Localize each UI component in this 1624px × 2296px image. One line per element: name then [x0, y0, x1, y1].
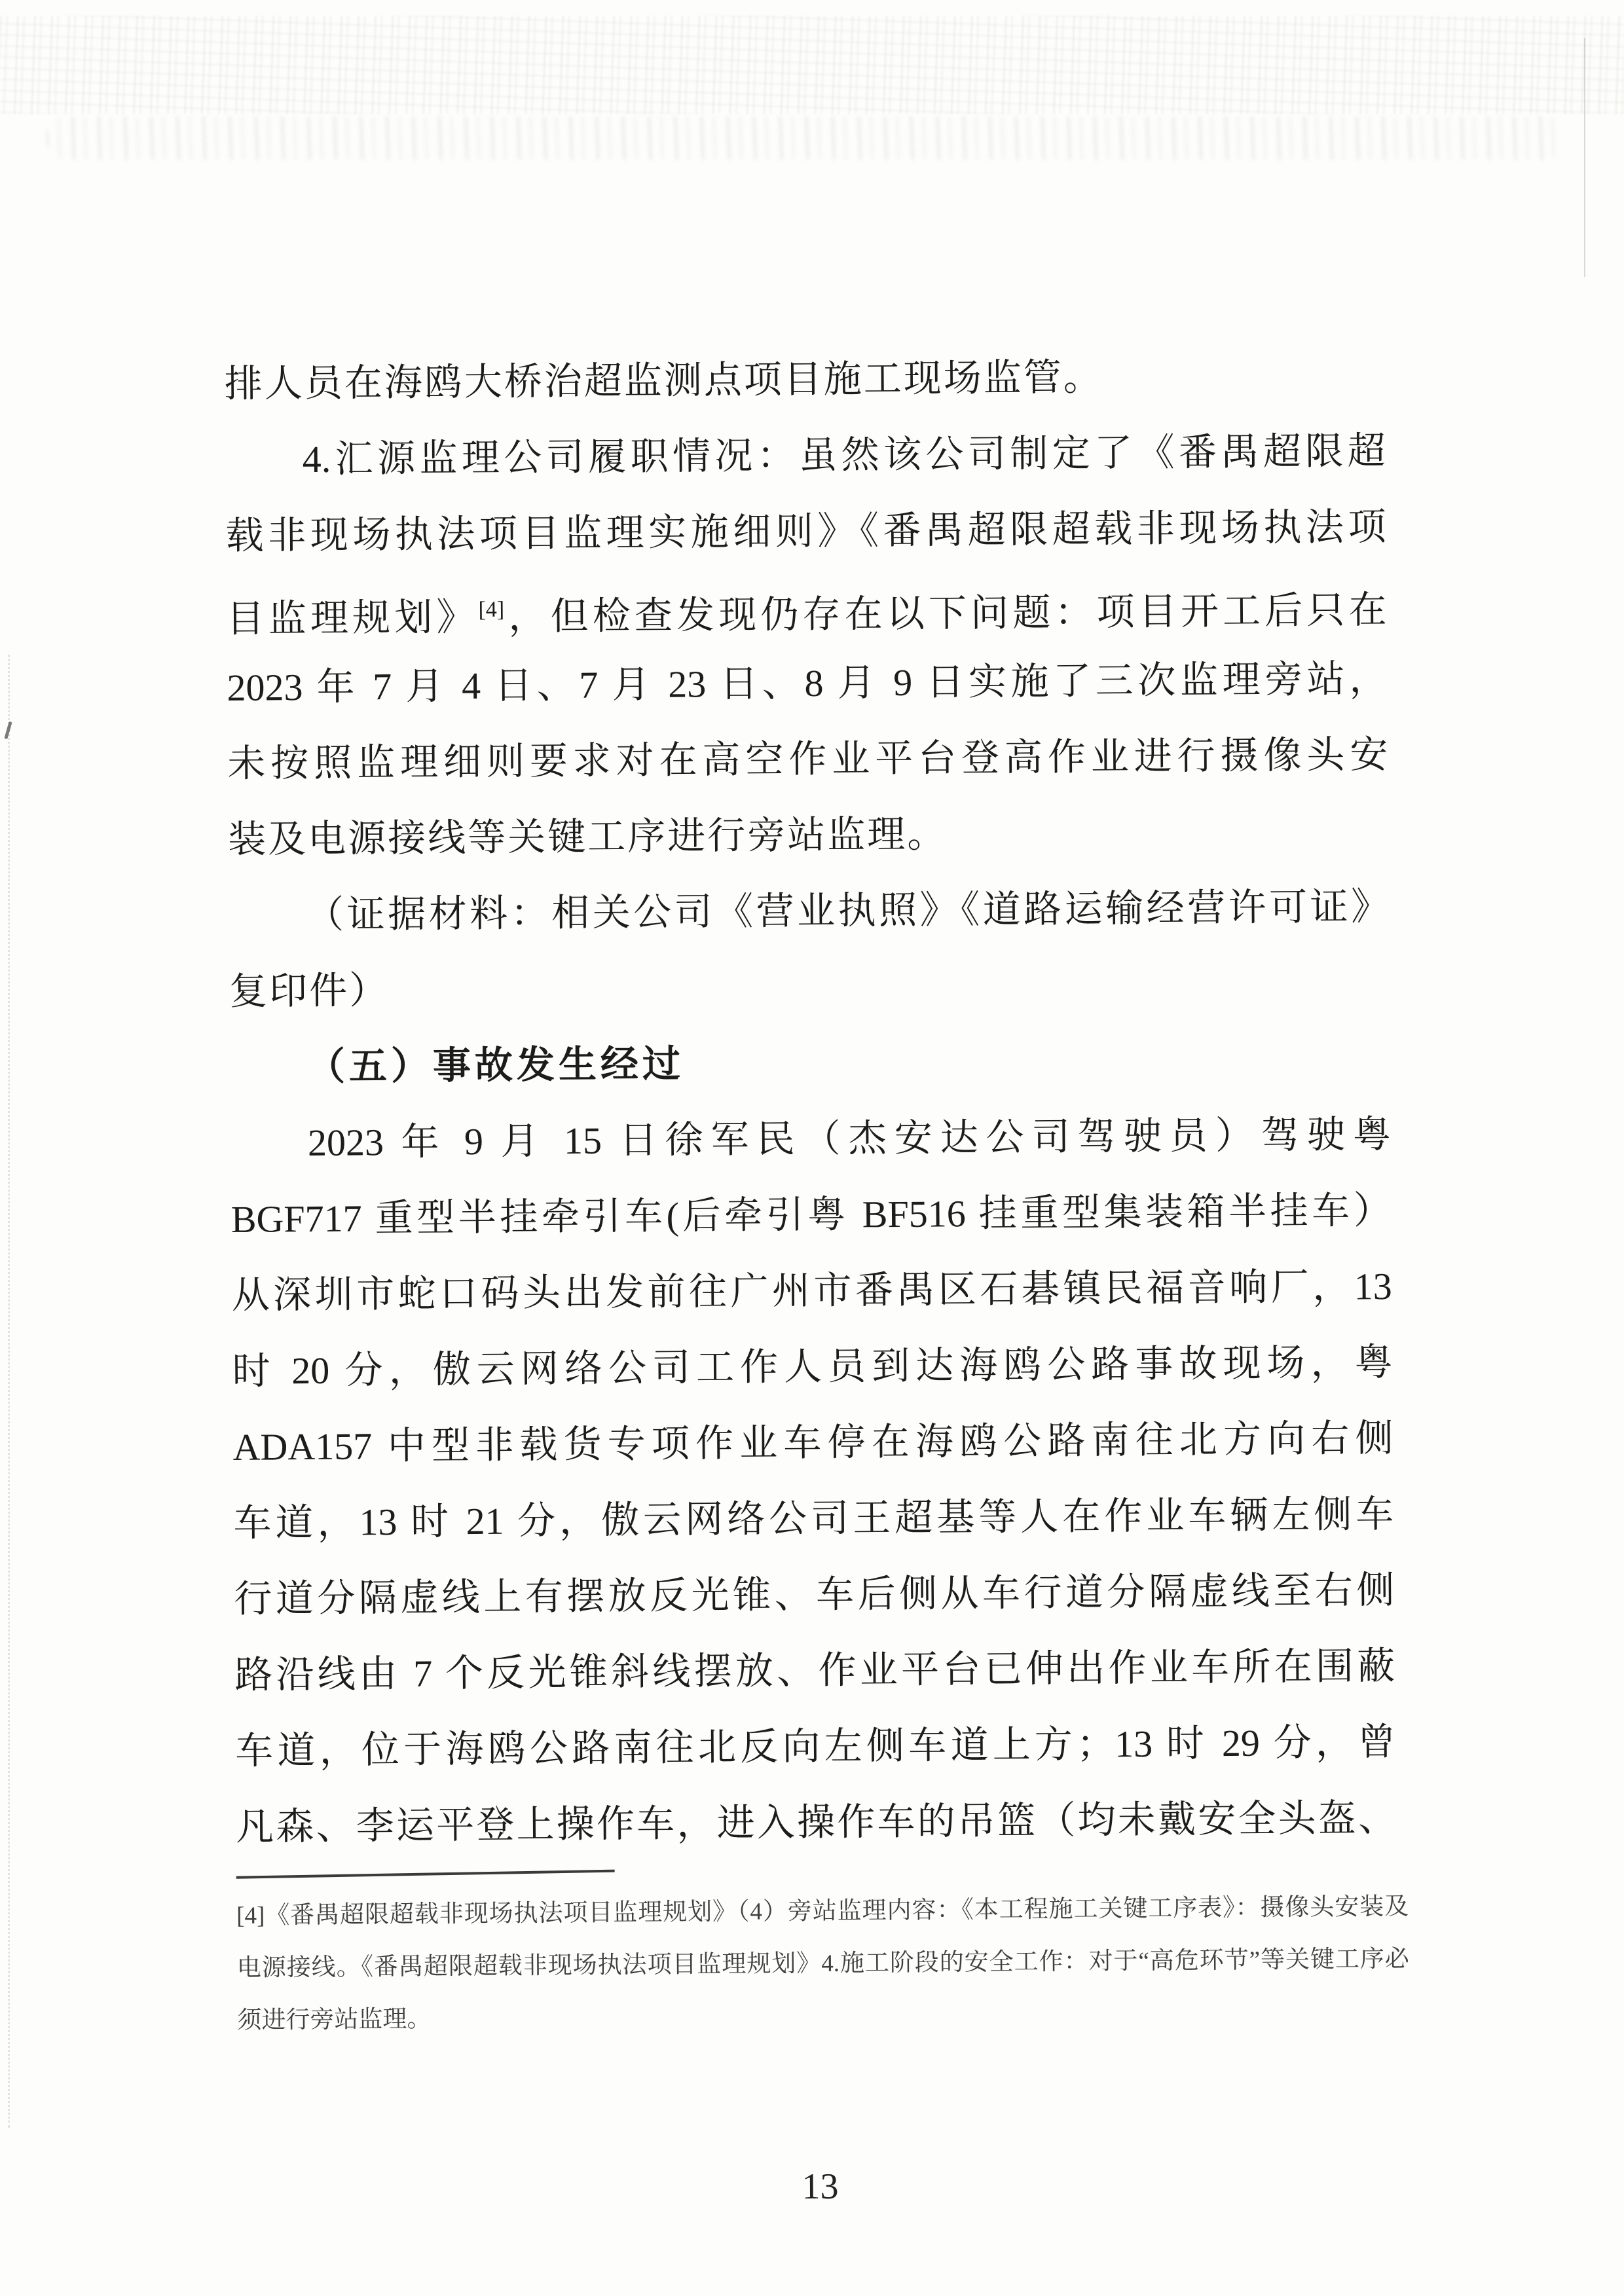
body-line: 凡森、李运平登上操作车，进入操作车的吊篮（均未戴安全头盔、	[235, 1796, 1397, 1848]
body-line: 行道分隔虚线上有摆放反光锥、车后侧从车行道分隔虚线至右侧	[234, 1569, 1395, 1620]
footnote-line: [4]《番禺超限超载非现场执法项目监理规划》（4）旁站监理内容：《本工程施工关键工序表》：摄像头安装及	[236, 1893, 1409, 1929]
footnote-separator-line	[236, 1870, 615, 1879]
footnote-line: 须进行旁站监理。	[237, 2005, 432, 2034]
body-line-segment: ，但检查发现仍存在以下问题：项目开工后只在	[504, 589, 1387, 638]
body-line: 未按照监理细则要求对在高空作业平台登高作业进行摄像头安	[227, 733, 1388, 785]
body-line: 排人员在海鸥大桥治超监测点项目施工现场监管。	[224, 355, 1104, 406]
section-heading: （五）事故发生经过	[306, 1042, 685, 1089]
footnote-reference-marker: [4]	[478, 597, 505, 622]
body-line: 复印件）	[229, 969, 390, 1013]
footnote-line: 电源接线。《番禺超限超载非现场执法项目监理规划》4.施工阶段的安全工作：对于“高危环节”等关键工序必	[236, 1945, 1409, 1982]
body-text-block	[224, 337, 1396, 1865]
body-line: BGF717 重型半挂牵引车(后牵引粤 BF516 挂重型集装箱半挂车）	[231, 1189, 1392, 1241]
body-line	[226, 565, 1387, 650]
body-line: 车道，位于海鸥公路南往北反向左侧车道上方；13 时 29 分，曾	[234, 1721, 1396, 1772]
body-line: 从深圳市蛇口码头出发前往广州市番禺区石碁镇民福音响厂，13	[231, 1265, 1392, 1317]
body-line: ADA157 中型非载货专项作业车停在海鸥公路南往北方向右侧	[232, 1417, 1393, 1468]
page-number: 13	[802, 2166, 839, 2208]
body-line: 时 20 分，傲云网络公司工作人员到达海鸥公路事故现场，粤	[232, 1341, 1393, 1393]
footnote-block	[236, 1881, 1410, 2047]
body-line: 2023 年 9 月 15 日徐军民（杰安达公司驾驶员）驾驶粤	[307, 1113, 1392, 1165]
body-line: 载非现场执法项目监理实施细则》《番禺超限超载非现场执法项	[225, 505, 1386, 558]
body-line: 4.汇源监理公司履职情况：虽然该公司制定了《番禺超限超	[302, 429, 1386, 481]
body-line: 装及电源接线等关键工序进行旁站监理。	[228, 812, 948, 861]
body-line-segment: 目监理规划》	[226, 595, 479, 640]
body-line: 路沿线由 7 个反光锥斜线摆放、作业平台已伸出作业车所在围蔽	[234, 1645, 1395, 1696]
body-line: 2023 年 7 月 4 日、7 月 23 日、8 月 9 日实施了三次监理旁站，	[227, 657, 1388, 709]
body-line: 车道，13 时 21 分，傲云网络公司王超基等人在作业车辆左侧车	[233, 1493, 1394, 1544]
body-line: （证据材料：相关公司《营业执照》《道路运输经营许可证》	[305, 885, 1390, 937]
